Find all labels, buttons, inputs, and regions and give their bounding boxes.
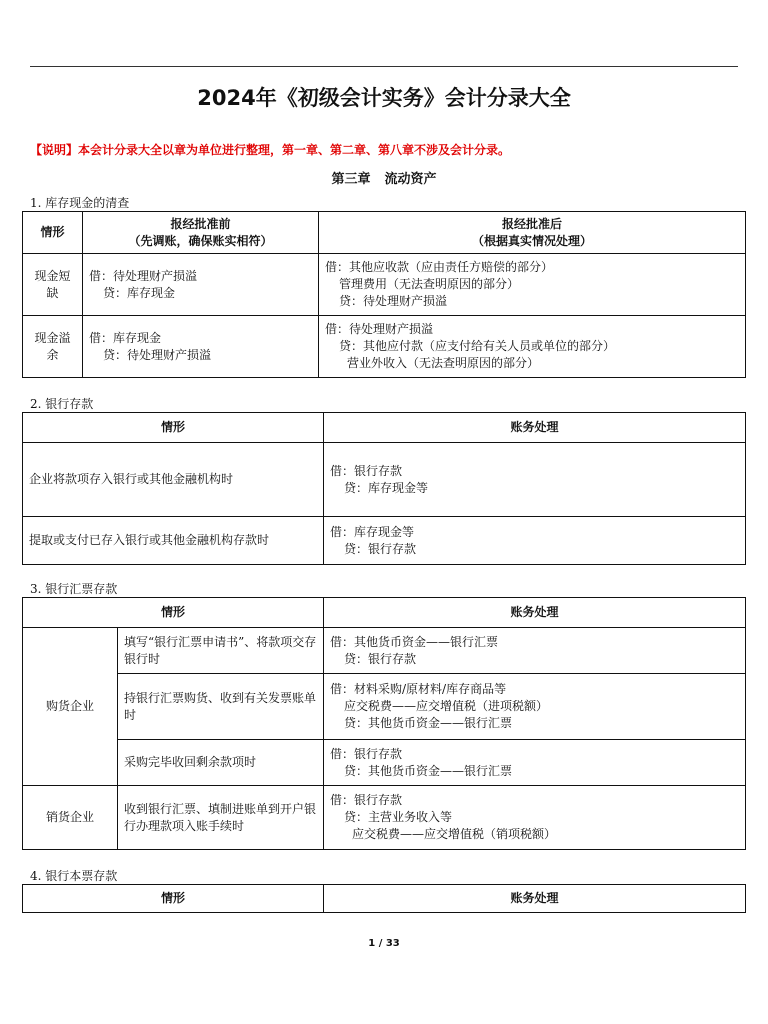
table-header-row: [23, 885, 746, 913]
page-number: 1 / 33: [368, 938, 400, 949]
section-1-heading: 1. 库存现金的清查: [30, 196, 130, 210]
section-3-heading: 3. 银行汇票存款: [30, 582, 118, 596]
header-treatment: 账务处理: [324, 885, 746, 913]
table-row: [23, 517, 746, 565]
entry-cell: 借：其他货币资金——银行汇票 贷：银行存款: [324, 628, 746, 674]
header-situation: 情形: [23, 885, 324, 913]
header-situation: 情形: [23, 598, 324, 628]
document-title: 2024年《初级会计实务》会计分录大全: [197, 86, 571, 110]
table-row: [23, 740, 746, 786]
situation-cell: 持银行汇票购货、收到有关发票账单时: [118, 674, 324, 740]
entry-cell: 借：银行存款 贷：其他货币资金——银行汇票: [324, 740, 746, 786]
before-entry-cell: 借：待处理财产损溢 贷：库存现金: [83, 254, 319, 316]
situation-cell: 现金溢余: [23, 316, 83, 378]
situation-cell: 企业将款项存入银行或其他金融机构时: [23, 443, 324, 517]
entry-cell: 借：银行存款 贷：主营业务收入等 应交税费——应交增值税（销项税额）: [324, 786, 746, 850]
chapter-number: 第三章: [331, 172, 371, 187]
table-row: [23, 786, 746, 850]
buyer-cell: 购货企业: [23, 628, 118, 786]
table-header-row: [23, 598, 746, 628]
bank-draft-table: [22, 597, 746, 850]
explanation-note: 【说明】本会计分录大全以章为单位进行整理，第一章、第二章、第八章不涉及会计分录。: [30, 143, 511, 157]
situation-cell: 填写“银行汇票申请书”、将款项交存银行时: [118, 628, 324, 674]
before-entry-cell: 借：库存现金 贷：待处理财产损溢: [83, 316, 319, 378]
section-4-heading: 4. 银行本票存款: [30, 869, 118, 883]
entry-cell: 借：材料采购/原材料/库存商品等 应交税费——应交增值税（进项税额） 贷：其他货币资金——银行汇票: [324, 674, 746, 740]
table-row: [23, 443, 746, 517]
header-situation: 情形: [23, 212, 83, 254]
situation-cell: 提取或支付已存入银行或其他金融机构存款时: [23, 517, 324, 565]
table-row: [23, 628, 746, 674]
table-row: [23, 254, 746, 316]
after-entry-cell: 借：待处理财产损溢 贷：其他应付款（应支付给有关人员或单位的部分） 营业外收入（无法查明原因的部分）: [319, 316, 746, 378]
entry-cell: 借：银行存款 贷：库存现金等: [324, 443, 746, 517]
header-after-approval: 报经批准后 （根据真实情况处理）: [319, 212, 746, 254]
chapter-name: 流动资产: [384, 172, 437, 187]
section-2-heading: 2. 银行存款: [30, 397, 94, 411]
header-situation: 情形: [23, 413, 324, 443]
after-entry-cell: 借：其他应收款（应由责任方赔偿的部分） 管理费用（无法查明原因的部分） 贷：待处理财产损溢: [319, 254, 746, 316]
chapter-heading: [0, 168, 768, 187]
table-row: [23, 316, 746, 378]
situation-cell: 现金短缺: [23, 254, 83, 316]
situation-cell: 收到银行汇票、填制进账单到开户银行办理款项入账手续时: [118, 786, 324, 850]
header-rule: [30, 66, 738, 67]
header-treatment: 账务处理: [324, 413, 746, 443]
table-header-row: [23, 413, 746, 443]
seller-cell: 销货企业: [23, 786, 118, 850]
cash-count-table: [22, 211, 746, 378]
entry-cell: 借：库存现金等 贷：银行存款: [324, 517, 746, 565]
situation-cell: 采购完毕收回剩余款项时: [118, 740, 324, 786]
table-row: [23, 674, 746, 740]
cashier-check-table: [22, 884, 746, 913]
header-treatment: 账务处理: [324, 598, 746, 628]
bank-deposit-table: [22, 412, 746, 565]
header-before-approval: 报经批准前 （先调账，确保账实相符）: [83, 212, 319, 254]
table-header-row: [23, 212, 746, 254]
